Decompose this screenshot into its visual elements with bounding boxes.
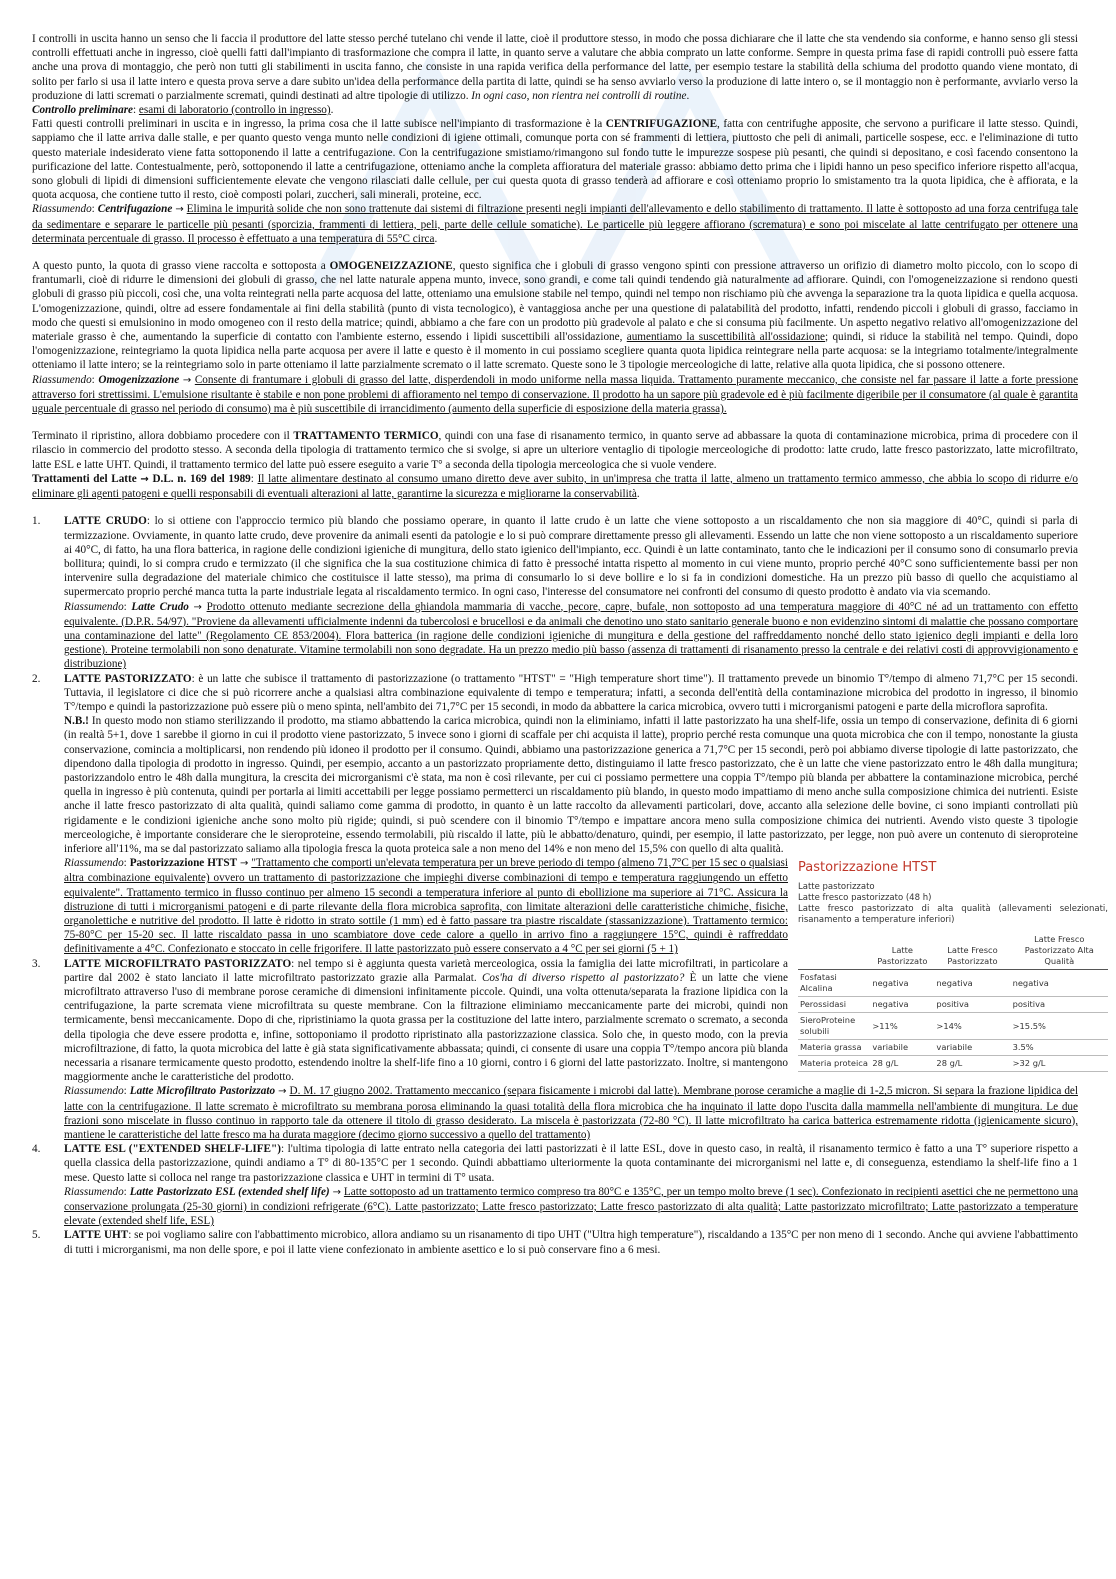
trattamenti-del-latte: Trattamenti del Latte → D.L. n. 169 del 1989: Il latte alimentare destinato al consumo umano diretto deve aver subito, in un'impresa che tratta il latte, almeno un trattamento termico ammesso, che abbia lo scopo di ridurre e/o eliminare gli agenti patogeni e quelli responsabili di eventuali alterazioni al latte, garantirne la sicurezza e migliorarne la conservabilità. (32, 472, 1079, 501)
table-row: Materia grassa variabile variabile 3.5% (798, 1040, 1108, 1056)
summary-centrifugazione: Riassumendo: Centrifugazione → Elimina le impurità solide che non sono trattenute dai sistemi di filtrazione presenti negli impianti dell'allevamento e dello stabilimento di trattamento. Il latte è sottoposto ad una forza centrifuga tale da sedimentare e separare le particelle più pesanti (sporcizia, frammenti di lettiera, peli, parte delle cellule somatiche). Le particelle più leggere affiorano (scrematura) e sono poi miscelate al latte centrifugato per ottenere una determinata percentuale di grasso. Il processo è effettuato a una temperatura di 55°C circa. (32, 203, 1079, 245)
table-row: SieroProteine solubili >11% >14% >15.5% (798, 1013, 1108, 1040)
arrow-icon: → (193, 601, 202, 613)
controllo-preliminare: Controllo preliminare: esami di laboratorio (controllo in ingresso). (32, 104, 334, 117)
table-row: Perossidasi negativa positiva positiva (798, 997, 1108, 1013)
summary-omogenizzazione: Riassumendo: Omogenizzazione → Consente di frantumare i globuli di grasso del latte, disperdendoli in modo uniforme nella massa liquida. Trattamento puramente meccanico, che consiste nel far passare il latte a forte pressione attraverso fori strettissimi. L'emulsione risultante è stabile e non pone problemi di affioramento nel tempo di conservazione. Il prodotto ha un sapore più gradevole ed è più facilmente digeribile per il consumatore (al quale è garantita uguale percentuale di grasso nel periodo di consumo) ma è più suscettibile di irrancidimento (aumento della superficie di esposizione della materia grassa). (32, 373, 1079, 416)
figure-line: Latte pastorizzato (798, 882, 875, 893)
table-row: Fosfatasi Alcalina negativa negativa negativa (798, 970, 1108, 997)
figure-line: Latte fresco pastorizzato di alta qualità (allevamenti selezionati, risanamento a temperature inferiori) (798, 904, 1108, 926)
document-page (32, 32, 1108, 1552)
summary-pastorizzazione: Riassumendo: Pastorizzazione HTST → "Trattamento che comporti un'elevata temperatura per un breve periodo di tempo (almeno 71,7°C per 15 sec o qualsiasi altra combinazione equivalente) ovvero un trattamento di pastorizzazione che impieghi diverse combinazioni di tempo e temperatura raggiungendo un effetto equivalente". Trattamento termico in flusso continuo per almeno 15 secondi a temperatura inferiore al punto di ebollizione ma superiore ai 71°C. Assicura la distruzione di tutti i microrganismi patogeni e di parte rilevante della flora microbica saprofita, con limitate alterazioni delle caratteristiche chimiche, fisiche, organolettiche e nutritive del prodotto. Il latte è ridotto in strato sottile (1 mm) ed è fatto passare tra piastre riscaldate (stassanizzazione). Trattamento termico: 75-80°C per 15-20 sec. Il latte riscaldato passa in uno scambiatore dove cede calore a quello in arrivo fino a raggiungere 15°C, quindi è raffreddato definitivamente a 4°C. Confezionato e stoccato in celle frigorifere. Il latte pastorizzato può essere conservato a 4 °C per sei giorni (5 + 1) (64, 857, 789, 956)
table-row: Materia proteica 28 g/L 28 g/L >32 g/L (798, 1056, 1108, 1072)
list-item-latte-uht: 5. LATTE UHT: se poi vogliamo salire con l'abbattimento microbico, allora andiamo su un risanamento di tipo UHT ("Ultra high temperature"), riscaldando a 135°C per non meno di 1 secondo. Anche qui avviene l'abbattimento di tutti i microrganismi, ma non delle spore, e poi il latte viene confezionato in ambiente asettico e lo si può conservare fino a 6 mesi. (32, 1229, 1078, 1256)
paragraph-centrifugazione: Fatti questi controlli preliminari in uscita e in ingresso, la prima cosa che il latte subisce nell'impianto di trasformazione è la CENTRIFUGAZIONE, fatta con centrifughe apposite, che servono a purificare il latte stesso. Quindi, sappiamo che il latte arriva dalle stalle, e per quanto questo venga munto nelle condizioni di igiene ottimali, comunque porta con sé frammenti di lettiera, piuttosto che peli di animali, particelle sospese, ecc. e l'eliminazione di tutto questo materiale indesiderato viene fatta sottoponendo il latte a centrifugazione. Con la centrifugazione smistiamo/rimangono sul fondo tutte le impurezze sospese più pesanti, che quindi si depositano, e così facendo consentono la purificazione del latte. Contestualmente, però, sottoponendo il latte a centrifugazione, otteniamo anche la completa affioratura del materiale grasso: abbiamo detto prima che i lipidi hanno un peso specifico inferiore rispetto all'acqua, sono globuli di lipidi di dimensioni sufficientemente elevate che vengono rilasciati dalle cellule, per cui questa quota di grasso tenderà ad affiorare e così otteniamo proprio lo smistamento tra la quota lipidica, che è affiorata, e la quota acquosa, che contiene tutto il resto, cioè composti polari, zuccheri, sali minerali, proteine, ecc. (32, 118, 1078, 202)
summary-latte-crudo: Riassumendo: Latte Crudo → Prodotto ottenuto mediante secrezione della ghiandola mammaria di vacche, pecore, capre, bufale, non sottoposto ad una temperatura maggiore di 40°C né ad un trattamento con effetto equivalente. (D.P.R. 54/97). "Proviene da allevamenti ufficialmente indenni da tubercolosi e brucellosi e da animali che denotino uno stato sanitario generale buono e non evidenzino sintomi di malattie che possano comportare una contaminazione del latte" (Regolamento CE 853/2004). Flora batterica (in ragione delle condizioni igieniche di mungitura e della gestione del raffreddamento nonché dello stato igienico degli impianti e della loro gestione). Proteine termolabili non sono denaturate. Vitamine termolabili non sono degradate. Ha un prezzo medio più basso (assenza di trattamenti di risanamento presso la centrale e dei relativi costi di approvvigionamento e distribuzione) (64, 600, 1078, 671)
paragraph-trattamento-termico: Terminato il ripristino, allora dobbiamo procedere con il TRATTAMENTO TERMICO, quindi con una fase di risanamento termico, in quanto serve ad abbassare la quota di contaminazione microbica, prima di procedere con il rilascio in commercio del prodotto stesso. A seconda della tipologia di trattamento termico che si svolge, si apre un ulteriore ventaglio di tipologie merceologiche di prodotto: latte crudo, latte fresco pastorizzato, latte microfiltrato, latte ESL e latte UHT. Quindi, il trattamento termico del latte può essere eseguito a varie T° a seconda della tipologia merceologica che si vuole vendere. (32, 430, 1078, 471)
arrow-icon: → (182, 374, 192, 386)
figure-line: Latte fresco pastorizzato (48 h) (798, 893, 932, 904)
summary-esl: Riassumendo: Latte Pastorizzato ESL (extended shelf life) → Latte sottoposto ad un trattamento termico compreso tra 80°C e 135°C, per un tempo molto breve (1 sec). Confezionato in recipienti asettici che ne permettono una conservazione prolungata (25-30 giorni) in condizioni refrigerate (6°C). Latte pastorizzato; Latte fresco pastorizzato; Latte fresco pastorizzato di alta qualità; Latte pastorizzato microfiltrato; Latte pastorizzato a temperature elevate (extended shelf life, ESL) (64, 1185, 1079, 1228)
table-header-row: Latte Pastorizzato Latte Fresco Pastorizzato Latte Fresco Pastorizzato Alta Qualità (798, 932, 1108, 970)
summary-microfiltrato: Riassumendo: Latte Microfiltrato Pastorizzato → D. M. 17 giugno 2002. Trattamento meccanico (separa fisicamente i microbi dal latte). Membrane porose ceramiche a maglie di 1-2,5 micron. Si separa la frazione lipidica del latte con la centrifugazione. Il latte scremato è microfiltrato su membrana porosa eliminando la quasi totalità della flora microbica che ha inquinato il latte dopo l'uscita dalla mammella nell'ambiente di mungitura. Le due frazioni sono miscelate in flusso continuo in rapporto tale da ottenere il titolo di grasso desiderato. La miscela è pastorizzata (72-80 °C). Il latte microfiltrato ha carica batterica estremamente ridotta (igienicamente sicuro), mantiene le caratteristiche del latte fresco ma ha durata maggiore (decimo giorno successivo a quello del trattamento) (64, 1085, 1078, 1142)
arrow-icon: → (240, 858, 249, 870)
arrow-icon: → (175, 204, 184, 216)
arrow-icon: → (278, 1086, 287, 1098)
list-item-latte-esl: 4. LATTE ESL ("EXTENDED SHELF-LIFE"): l'ultima tipologia di latte entrato nella categoria dei latti pastorizzati è il latte ESL, dove in questo caso, in realtà, il risanamento termico è fatto a una T° superiore rispetto a quella classica della pastorizzazione, quindi andiamo a T° di 80-135°C per 1 secondo. Quindi abbattiamo ulteriormente la quota contaminante dei microrganismi nel latte e, di conseguenza, estendiamo la shelf-life fino a 1 mese. Questo latte si colloca nel range tra pastorizzazione classica e UHT in termini di T° usata. Riassumendo: Latte Pastorizzato ESL (extended shelf life) → Latte sottoposto ad un trattamento termico compreso tra 80°C e 135°C, per un tempo molto breve (1 sec). Confezionato in recipienti asettici che ne permettono una conservazione prolungata (25-30 giorni) in condizioni refrigerate (6°C). Latte pastorizzato; Latte fresco pastorizzato; Latte fresco pastorizzato di alta qualità; Latte pastorizzato microfiltrato; Latte pastorizzato a temperature elevate (extended shelf life, ESL) (32, 1143, 1079, 1228)
paragraph-omogeneizzazione: A questo punto, la quota di grasso viene raccolta e sottoposta a OMOGENEIZZAZIONE, questo significa che i globuli di grasso vengono spinti con pressione attraverso un orifizio di diametro molto piccolo, con lo scopo di frantumarli, cioè di ridurre le dimensioni dei globuli di grasso, che nel latte naturale appena munto, invece, sono grandi, e come tali quindi tendendo già naturalmente ad affiorare. Quindi, con l'omogeneizzazione si rendono questi globuli di grasso più piccoli, così che, una volta reintegrati nella parte acquosa del latte, otteniamo una emulsione stabile nel tempo, quindi nel tempo non rischiamo più che avvenga la separazione tra la quota lipidica e quella acquosa. L'omogenizzazione, quindi, oltre ad essere fondamentale ai fini della stabilità (punto di vista tecnologico), è vantaggiosa anche per una questione di palatabilità del prodotto, infatti, rendendo piccoli i globuli di grasso, facciamo in modo che questi si emulsionino in modo omogeneo con il resto della matrice; quindi, abbiamo a che fare con un prodotto più gradevole al palato e che si consuma più facilmente. Un aspetto negativo relativo all'omogenizzazione del materiale grasso è che, aumentando la superficie di contatto con l'ambiente esterno, essendo i lipidi suscettibili all'ossidazione, aumentiamo la suscettibilità all'ossidazione; quindi, si riduce la stabilità nel tempo. Quindi, dopo l'omogenizzazione, reintegriamo la quota lipidica nella parte acquosa per avere il latte e questo è il momento in cui possiamo scegliere quanta quota lipidica reintegrare nella parte acquosa: se la integriamo totalmente/integralmente otteniamo il latte intero; se la reintegriamo solo in parte otteniamo il latte parzialmente scremato o il latte scremato. Queste sono le 3 tipologie merceologiche di latte, relative alla quota lipidica, che si possono ottenere. (32, 260, 1078, 372)
arrow-icon: → (332, 1186, 341, 1198)
paragraph-intro: I controlli in uscita hanno un senso che li faccia il produttore del latte stesso perché tutelano chi vende il latte, cioè il produttore stesso, in modo che possa dichiarare che il latte che sta vendendo sia conforme, e hanno senso gli stessi controlli effettuati anche in ingresso, cioè quelli fatti dall'impianto di trasformazione che compra il latte, in quanto serve a valutare che abbia comprato un latte conforme. Sempre in questa prima fase di rapidi controlli può essere fatta anche una prova di montaggio, che però non tutti gli stabilimenti in uscita fanno, che consiste in una rapida verifica della performance del latte, per esempio testare la stabilità della schiuma del prodotto quando viene montato, di solito per farlo si usa il latte intero e questa prova serve a dare subito un'idea della performance della partita di latte, quindi se ha senso avviarlo verso la produzione di latte intero o, se il montaggio non è performante, avviarlo verso la produzione di latti scremati o parzialmente scremati, quindi destinati ad altre tipologie di utilizzo. In ogni caso, non rientra nei controlli di routine. (32, 33, 1078, 102)
figure-title: Pastorizzazione HTST (798, 860, 937, 876)
list-item-latte-crudo: 1. LATTE CRUDO: lo si ottiene con l'approccio termico più blando che possiamo operare, in quanto il latte crudo è un latte che viene sottoposto a un riscaldamento che non sia maggiore di 40°C, quindi si parla di termizzazione. Ovviamente, in quanto latte crudo, deve provenire da animali esenti da patologie e lo si può comprare direttamente presso gli allevamenti. Essendo un latte che non viene sottoposto a un riscaldamento superiore ai 40°C, di fatto, ha una flora batterica, in ragione delle condizioni igieniche di mungitura, dello stato igienico dell'impianto, ecc. Quindi è un latte contaminato, tanto che le indicazioni per il consumo sono di consumarlo previa bollitura; quindi, lo si compra crudo e termizzato (il che significa che la sua costituzione chimica di fatto è pressoché intatta rispetto al momento in cui viene munto, proprio perché 40°C sono sufficientemente bassi per non intervenire sulla degradazione del materiale chimico che costituisce il latte stesso), ma prima di consumarlo lo si deve bollire e lo si fa in condizioni domestiche. Ha un prezzo più basso di quello che acquistiamo al supermercato proprio perché manca tutta la parte industriale legata al riscaldamento termico. In ogni caso, l'interesse del consumatore nei confronti del consumo di questo prodotto è andato via via scemando. Riassumendo: Latte Crudo → Prodotto ottenuto mediante secrezione della ghiandola mammaria di vacche, pecore, capre, bufale, non sottoposto ad una temperatura maggiore di 40°C né ad un trattamento con effetto equivalente. (D.P.R. 54/97). "Proviene da allevamenti ufficialmente indenni da tubercolosi e brucellosi e da animali che denotino uno stato sanitario generale buono e non evidenzino sintomi di malattie che possano comportare una contaminazione del latte" (Regolamento CE 853/2004). Flora batterica (in ragione delle condizioni igieniche di mungitura e della gestione del raffreddamento nonché dello stato igienico degli impianti e della loro gestione). Proteine termolabili non sono denaturate. Vitamine termolabili non sono degradate. Ha un prezzo medio più basso (assenza di trattamenti di risanamento presso la centrale e dei relativi costi di approvvigionamento e distribuzione) (32, 515, 1078, 671)
list-item-latte-pastorizzato: 2. LATTE PASTORIZZATO: è un latte che subisce il trattamento di pastorizzazione (o trattamento "HTST" = "High temperature short time"). Il trattamento prevede un binomio T°/tempo di almeno 71,7°C per 15 secondi. Tuttavia, il legislatore ci dice che si può ricorrere anche a qualsiasi altra combinazione equivalente di tempo e temperatura; infatti, a seconda dell'entità della contaminazione microbica del prodotto in ingresso, il binomio T°/tempo e quindi la pastorizzazione può essere più o meno spinta, nell'ambito dei 71,7°C per 15 secondi, in modo da abbattere la carica microbica, ovvero tutti i microrganismi patogeni e parte della microflora saprofita. N.B.! In questo modo non stiamo sterilizzando il prodotto, ma stiamo abbattendo la carica microbica, quindi non la eliminiamo, infatti il latte pastorizzato ha una shelf-life, ossia un tempo di conservazione, definita di 6 giorni (in realtà 5+1, dove 1 sarebbe il giorno in cui il prodotto viene pastorizzato, 5 invece sono i giorni di scaffale per chi acquista il latte), proprio perché resta comunque una quota microbica che con il tempo, nonostante la giusta conservazione, comincia a moltiplicarsi, non rendendo più idoneo il prodotto per il consumo. Quindi, abbiamo una pastorizzazione generica a 71,7°C per 15 secondi, però poi abbiamo diverse tipologie di latte pastorizzato, che dipendono dalla tipologia di prodotto in ingresso. Quindi, per esempio, accanto a un pastorizzato propriamente detto, distinguiamo il latte fresco pastorizzato, che è un latte che viene pastorizzato entro le 48h dalla mungitura; pastorizzandolo entro le 48h dalla mungitura, la crescita dei microrganismi c'è stata, ma non è così rilevante, per cui ci possiamo permettere una coppia T°/tempo più blanda per abbattere la contaminazione microbica, perché quella in ingresso è più contenuta, quindi per portarla ai limiti accettabili per legge possiamo permetterci un riscaldamento più blando, in questo modo impattiamo di meno anche sulla composizione chimica dei nutrienti. Esiste anche il latte fresco pastorizzato di alta qualità, quindi saliamo come gamma di prodotto, in quanto è un latte raccolto da allevamenti particolari, dove, accanto alla selezione delle bovine, ci sono impianti controllati più rigidamente e le condizioni igieniche anche sono molto più rigide; quindi, si può scendere con il binomio T°/tempo e impattare ancora meno sulla composizione chimica dei nutrienti. Avendo visto queste 3 tipologie merceologiche, è importante considerare che le sieroproteine, essendo termolabili, più riscaldo il latte, più le abbatto/denaturo, quindi, per esempio, il latte pastorizzato, per legge, non può avere un contenuto di sieroproteine inferiore all'11%, ma se dal pastorizzato saliamo alla tipologia fresca la quota proteica sale a non meno del 14% e non meno del 15,5% con quello di alta qualità. Pastorizzazione HTST Latte pastorizzato Latte fresco pastorizzato (48 h) Latte fresco pastorizzato di alta qualità (allevamenti selezionati, risanamento a temperature inferiori) Latte Pastorizzato Latte Fresco Pastorizzato Latte Fresco Pastorizzato Alta Qualità Fosfatasi Alcalina negativa negativa negativa Perossidasi negativa positiva positiva SieroProteine solubili >11% >14% >15.5% Materia grassa variabile variabile 3.5% Materia proteica 28 g/L 28 g/L >32 g/L Riassumendo: Pastorizzazione HTST → "Trattamento che comporti un'elevata temperatura per un breve periodo di tempo (almeno 71,7°C per 15 sec o qualsiasi altra combinazione equivalente) ovvero un trattamento di pastorizzazione che impieghi diverse combinazioni di tempo e temperatura raggiungendo un effetto equivalente". Trattamento termico in flusso continuo per almeno 15 secondi a temperatura inferiore al punto di ebollizione ma superiore ai 71°C. Assicura la distruzione di tutti i microrganismi patogeni e di parte rilevante della flora microbica saprofita, con limitate alterazioni delle caratteristiche chimiche, fisiche, organolettiche e nutritive del prodotto. Il latte è ridotto in strato sottile (1 mm) ed è fatto passare tra piastre riscaldate (stassanizzazione). Trattamento termico: 75-80°C per 15-20 sec. Il latte riscaldato passa in uno scambiatore dove cede calore a quello in arrivo fino a raggiungere 15°C, quindi è raffreddato definitivamente a 4°C. Confezionato e stoccato in celle frigorifere. Il latte pastorizzato può essere conservato a 4 °C per sei giorni (5 + 1) (32, 672, 1078, 957)
list-item-latte-microfiltrato: 3. LATTE MICROFILTRATO PASTORIZZATO: nel tempo si è aggiunta questa varietà merceologica, ossia la famiglia dei latte microfiltrati, in particolare a partire dal 2002 è stato lanciato il latte microfiltrato pastorizzato grazie alla Parmalat. Cos'ha di diverso rispetto al pastorizzato? È un latte che viene microfiltrato attraverso l'uso di membrane porose ceramiche di dimensioni infinitamente piccole. Quindi, una volta ottenuta/separata la frazione lipidica con la centrifugazione, la parte scremata viene microfiltrata su queste membrane. Con la filtrazione eliminiamo meccanicamente parte dei microbi, quindi non termicamente, bensì meccanicamente. Dopo di che, ripristiniamo la quota grassa per la costituzione del latte intero, parzialmente scremato o scremato, a seconda della tipologia che deve essere prodotta e, infine, sottoponiamo il prodotto ripristinato alla pastorizzazione classica. Solo che, in questo modo, con la previa microfiltrazione, di fatto, la quota microbica del latte è già stata significativamente abbassata; quindi, ci consente di usare una coppia T°/tempo ancora più blanda necessaria a risanare termicamente questo prodotto, estendendo inoltre la shelf-life fino a 10 giorni, contro i 6 giorni del latte pastorizzato. Inoltre, si mantengono maggiormente anche le caratteristiche del prodotto. Riassumendo: Latte Microfiltrato Pastorizzato → D. M. 17 giugno 2002. Trattamento meccanico (separa fisicamente i microbi dal latte). Membrane porose ceramiche a maglie di 1-2,5 micron. Si separa la frazione lipidica del latte con la centrifugazione. Il latte scremato è microfiltrato su membrana porosa eliminando la quasi totalità della flora microbica che ha inquinato il latte dopo l'uscita dalla mammella nell'ambiente di mungitura. Le due frazioni sono miscelate in flusso continuo in rapporto tale da ottenere il titolo di grasso desiderato. La miscela è pastorizzata (72-80 °C). Il latte microfiltrato ha carica batterica estremamente ridotta (igienicamente sicuro), mantiene le caratteristiche del latte fresco ma ha durata maggiore (decimo giorno successivo a quello del trattamento) (32, 957, 1078, 1142)
arrow-icon: → (140, 473, 149, 485)
